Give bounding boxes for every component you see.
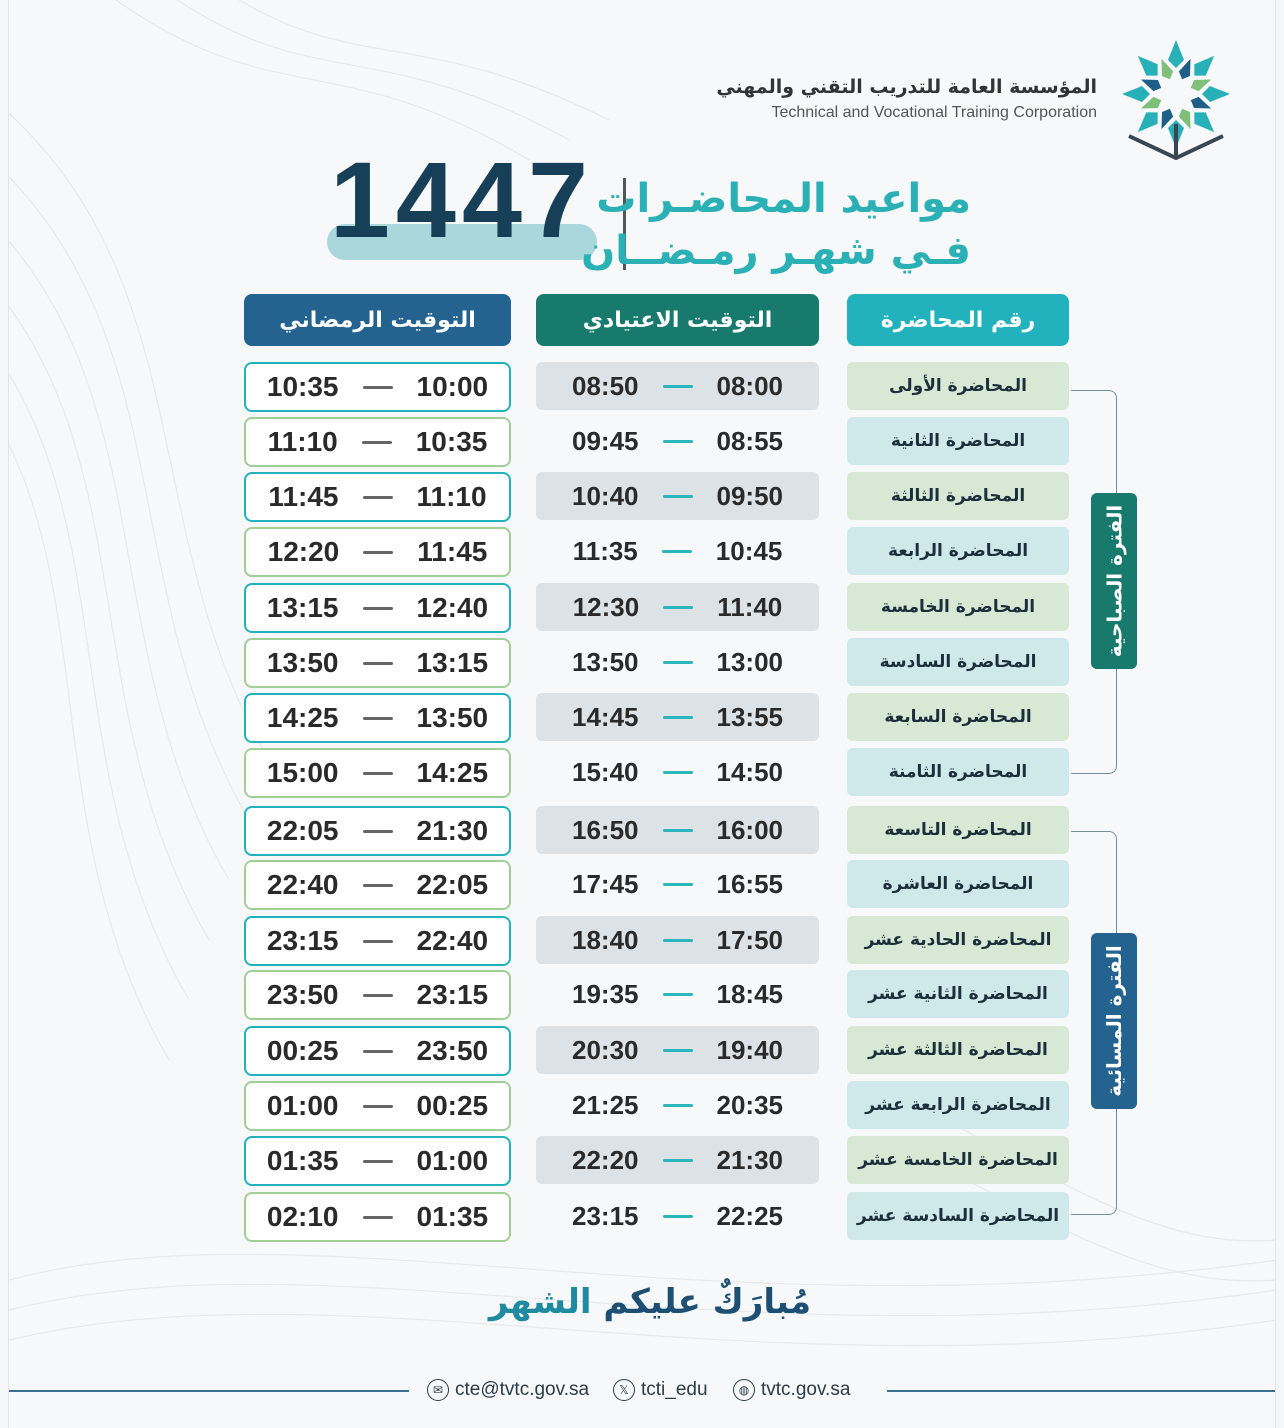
lecture-name: المحاضرة الخامسة عشر [847,1136,1069,1184]
lecture-name: المحاضرة الرابعة عشر [847,1081,1069,1129]
time-dash [663,993,693,996]
time-dash [363,386,393,389]
table-row [9,970,1276,1020]
time-dash [663,883,693,886]
ramadan-start-time: 01:35 [416,1201,489,1232]
normal-time-cell [536,748,819,796]
table-row [9,1192,1276,1242]
time-dash [362,441,392,444]
ramadan-end-time: 14:25 [266,702,339,733]
normal-end-time: 12:30 [572,591,640,622]
lecture-name: المحاضرة الرابعة [847,527,1069,575]
normal-time-cell [536,970,819,1018]
ramadan-start-time: 22:40 [416,925,489,956]
ramadan-end-time: 12:20 [267,536,340,567]
time-dash [663,661,693,664]
footer-line-left [9,1390,409,1392]
ramadan-start-time: 12:40 [416,592,489,623]
time-dash [663,939,693,942]
table-row [9,1026,1276,1076]
contact-email[interactable] [427,1376,589,1404]
time-dash [363,717,393,720]
x-handle-text: tcti_edu [641,1379,708,1400]
time-dash [663,829,693,832]
normal-start-time: 09:50 [716,480,783,511]
ramadan-time-cell [244,1081,511,1131]
lecture-name: المحاضرة السادسة [847,638,1069,686]
normal-start-time: 13:00 [716,646,783,677]
table-row [9,806,1276,856]
normal-start-time: 20:35 [716,1089,783,1120]
email-text: cte@tvtc.gov.sa [455,1379,590,1400]
ramadan-end-time: 13:15 [266,592,339,623]
ramadan-start-time: 22:05 [416,869,489,900]
ramadan-end-time: 15:00 [266,757,339,788]
table-row [9,748,1276,798]
ramadan-time-cell [244,1192,511,1242]
lecture-name: المحاضرة الخامسة [847,583,1069,631]
ramadan-greeting [455,1282,845,1322]
lecture-name: المحاضرة الثامنة [847,748,1069,796]
header-normal-time: التوقيت الاعتيادي [536,294,819,346]
normal-time-cell [536,1136,819,1184]
table-row [9,472,1276,522]
table-row [9,417,1276,467]
ramadan-start-time: 01:00 [416,1145,489,1176]
ramadan-end-time: 22:40 [266,869,339,900]
normal-time-cell [536,916,819,964]
normal-start-time: 13:55 [716,701,783,732]
time-dash [363,940,393,943]
time-dash [363,772,393,775]
normal-time-cell [536,638,819,686]
org-name-english: Technical and Vocational Training Corporation [771,104,1097,121]
normal-time-cell [536,417,819,465]
time-dash [363,1105,393,1108]
normal-start-time: 14:50 [716,756,783,787]
table-row [9,1081,1276,1131]
ramadan-time-cell [244,472,511,522]
normal-time-cell [536,1081,819,1129]
lecture-name: المحاضرة الثالثة [847,472,1069,520]
ramadan-start-time: 00:25 [416,1090,489,1121]
hijri-year: 1447 [329,139,595,260]
ramadan-start-time: 11:45 [417,536,488,567]
time-dash [363,1050,393,1053]
ramadan-end-time: 23:50 [266,979,339,1010]
normal-end-time: 19:35 [572,978,639,1009]
lecture-name: المحاضرة الأولى [847,362,1069,410]
ramadan-time-cell [244,970,511,1020]
ramadan-start-time: 10:00 [416,371,489,402]
time-dash [663,1049,693,1052]
lecture-name: المحاضرة الثانية [847,417,1069,465]
normal-time-cell [536,527,819,575]
ramadan-end-time: 11:45 [268,481,339,512]
normal-end-time: 11:35 [572,535,638,566]
normal-end-time: 18:40 [572,924,639,955]
normal-time-cell [536,693,819,741]
normal-time-cell [536,806,819,854]
normal-start-time: 21:30 [716,1144,783,1175]
globe-icon: ◍ [733,1379,755,1401]
greeting-part-2: الشهر [488,1282,592,1322]
schedule-table [9,0,1276,1428]
table-row [9,583,1276,633]
ramadan-time-cell [244,1136,511,1186]
normal-end-time: 15:40 [572,756,639,787]
time-dash [663,771,693,774]
ramadan-end-time: 11:10 [267,426,338,457]
ramadan-time-cell [244,583,511,633]
normal-start-time: 17:50 [716,924,783,955]
table-row [9,527,1276,577]
normal-time-cell [536,1026,819,1074]
time-dash [363,551,393,554]
lecture-name: المحاضرة السابعة [847,693,1069,741]
ramadan-time-cell [244,1026,511,1076]
ramadan-start-time: 11:10 [416,481,487,512]
lecture-name: المحاضرة السادسة عشر [847,1192,1069,1240]
table-row [9,860,1276,910]
footer-line-right [887,1390,1276,1392]
ramadan-end-time: 10:35 [266,371,339,402]
ramadan-time-cell [244,527,511,577]
lecture-name: المحاضرة العاشرة [847,860,1069,908]
normal-start-time: 16:00 [716,814,783,845]
time-dash [363,607,393,610]
ramadan-end-time: 02:10 [266,1201,339,1232]
ramadan-start-time: 13:50 [416,702,489,733]
normal-time-cell [536,583,819,631]
org-name-arabic: المؤسسة العامة للتدريب التقني والمهني [716,76,1097,98]
table-row [9,1136,1276,1186]
ramadan-start-time: 10:35 [415,426,488,457]
normal-start-time: 11:40 [717,591,783,622]
time-dash [663,1104,693,1107]
time-dash [663,606,693,609]
table-row [9,638,1276,688]
title-line-2: فـي شهـر رمـضــان [581,228,971,274]
time-dash [363,994,393,997]
evening-period-text: الفترة المسائية [1102,945,1127,1097]
ramadan-start-time: 21:30 [416,815,489,846]
normal-end-time: 14:45 [572,701,639,732]
normal-end-time: 16:50 [572,814,639,845]
time-dash [363,496,393,499]
normal-time-cell [536,860,819,908]
time-dash [363,1160,393,1163]
ramadan-end-time: 01:00 [266,1090,339,1121]
ramadan-time-cell [244,860,511,910]
lecture-name: المحاضرة الحادية عشر [847,916,1069,964]
normal-end-time: 08:50 [572,370,639,401]
normal-start-time: 08:00 [716,370,783,401]
lecture-name: المحاضرة التاسعة [847,806,1069,854]
header-lecture-number: رقم المحاضرة [847,294,1069,346]
ramadan-end-time: 23:15 [266,925,339,956]
ramadan-end-time: 13:50 [266,647,339,678]
normal-start-time: 16:55 [716,868,783,899]
email-icon: ✉ [427,1379,449,1401]
ramadan-start-time: 13:15 [416,647,489,678]
time-dash [663,1159,693,1162]
time-dash [663,440,693,443]
ramadan-end-time: 01:35 [266,1145,339,1176]
website-text: tvtc.gov.sa [761,1379,851,1400]
normal-end-time: 17:45 [572,868,639,899]
time-dash [363,884,393,887]
time-dash [663,495,693,498]
ramadan-time-cell [244,748,511,798]
ramadan-start-time: 23:15 [416,979,489,1010]
header-ramadan-time: التوقيت الرمضاني [244,294,511,346]
normal-start-time: 08:55 [716,425,783,456]
ramadan-time-cell [244,362,511,412]
normal-end-time: 23:15 [572,1200,639,1231]
title-line-1: مواعيد المحاضـرات [596,176,971,222]
ramadan-time-cell [244,417,511,467]
time-dash [663,385,693,388]
normal-time-cell [536,1192,819,1240]
time-dash [363,1216,393,1219]
table-row [9,693,1276,743]
normal-time-cell [536,362,819,410]
ramadan-time-cell [244,806,511,856]
normal-start-time: 22:25 [716,1200,783,1231]
normal-end-time: 10:40 [572,480,639,511]
normal-end-time: 21:25 [572,1089,639,1120]
normal-end-time: 22:20 [572,1144,639,1175]
ramadan-end-time: 22:05 [266,815,339,846]
normal-start-time: 19:40 [716,1034,783,1065]
contact-x[interactable] [613,1376,708,1404]
normal-time-cell [536,472,819,520]
time-dash [663,716,693,719]
normal-start-time: 18:45 [716,978,783,1009]
time-dash [662,550,692,553]
time-dash [363,662,393,665]
ramadan-end-time: 00:25 [266,1035,339,1066]
normal-end-time: 13:50 [572,646,639,677]
ramadan-time-cell [244,638,511,688]
contact-website[interactable] [733,1376,850,1404]
ramadan-time-cell [244,916,511,966]
normal-start-time: 10:45 [715,535,783,566]
table-row [9,916,1276,966]
time-dash [363,830,393,833]
normal-end-time: 09:45 [572,425,639,456]
poster [8,0,1276,1428]
ramadan-time-cell [244,693,511,743]
normal-end-time: 20:30 [572,1034,639,1065]
table-row [9,362,1276,412]
time-dash [663,1215,693,1218]
lecture-name: المحاضرة الثالثة عشر [847,1026,1069,1074]
lecture-name: المحاضرة الثانية عشر [847,970,1069,1018]
ramadan-start-time: 23:50 [416,1035,489,1066]
morning-period-text: الفترة الصباحية [1102,504,1126,658]
greeting-part-1: مُبارَكٌ عليكم [603,1282,812,1322]
x-icon: 𝕏 [613,1379,635,1401]
ramadan-start-time: 14:25 [416,757,489,788]
